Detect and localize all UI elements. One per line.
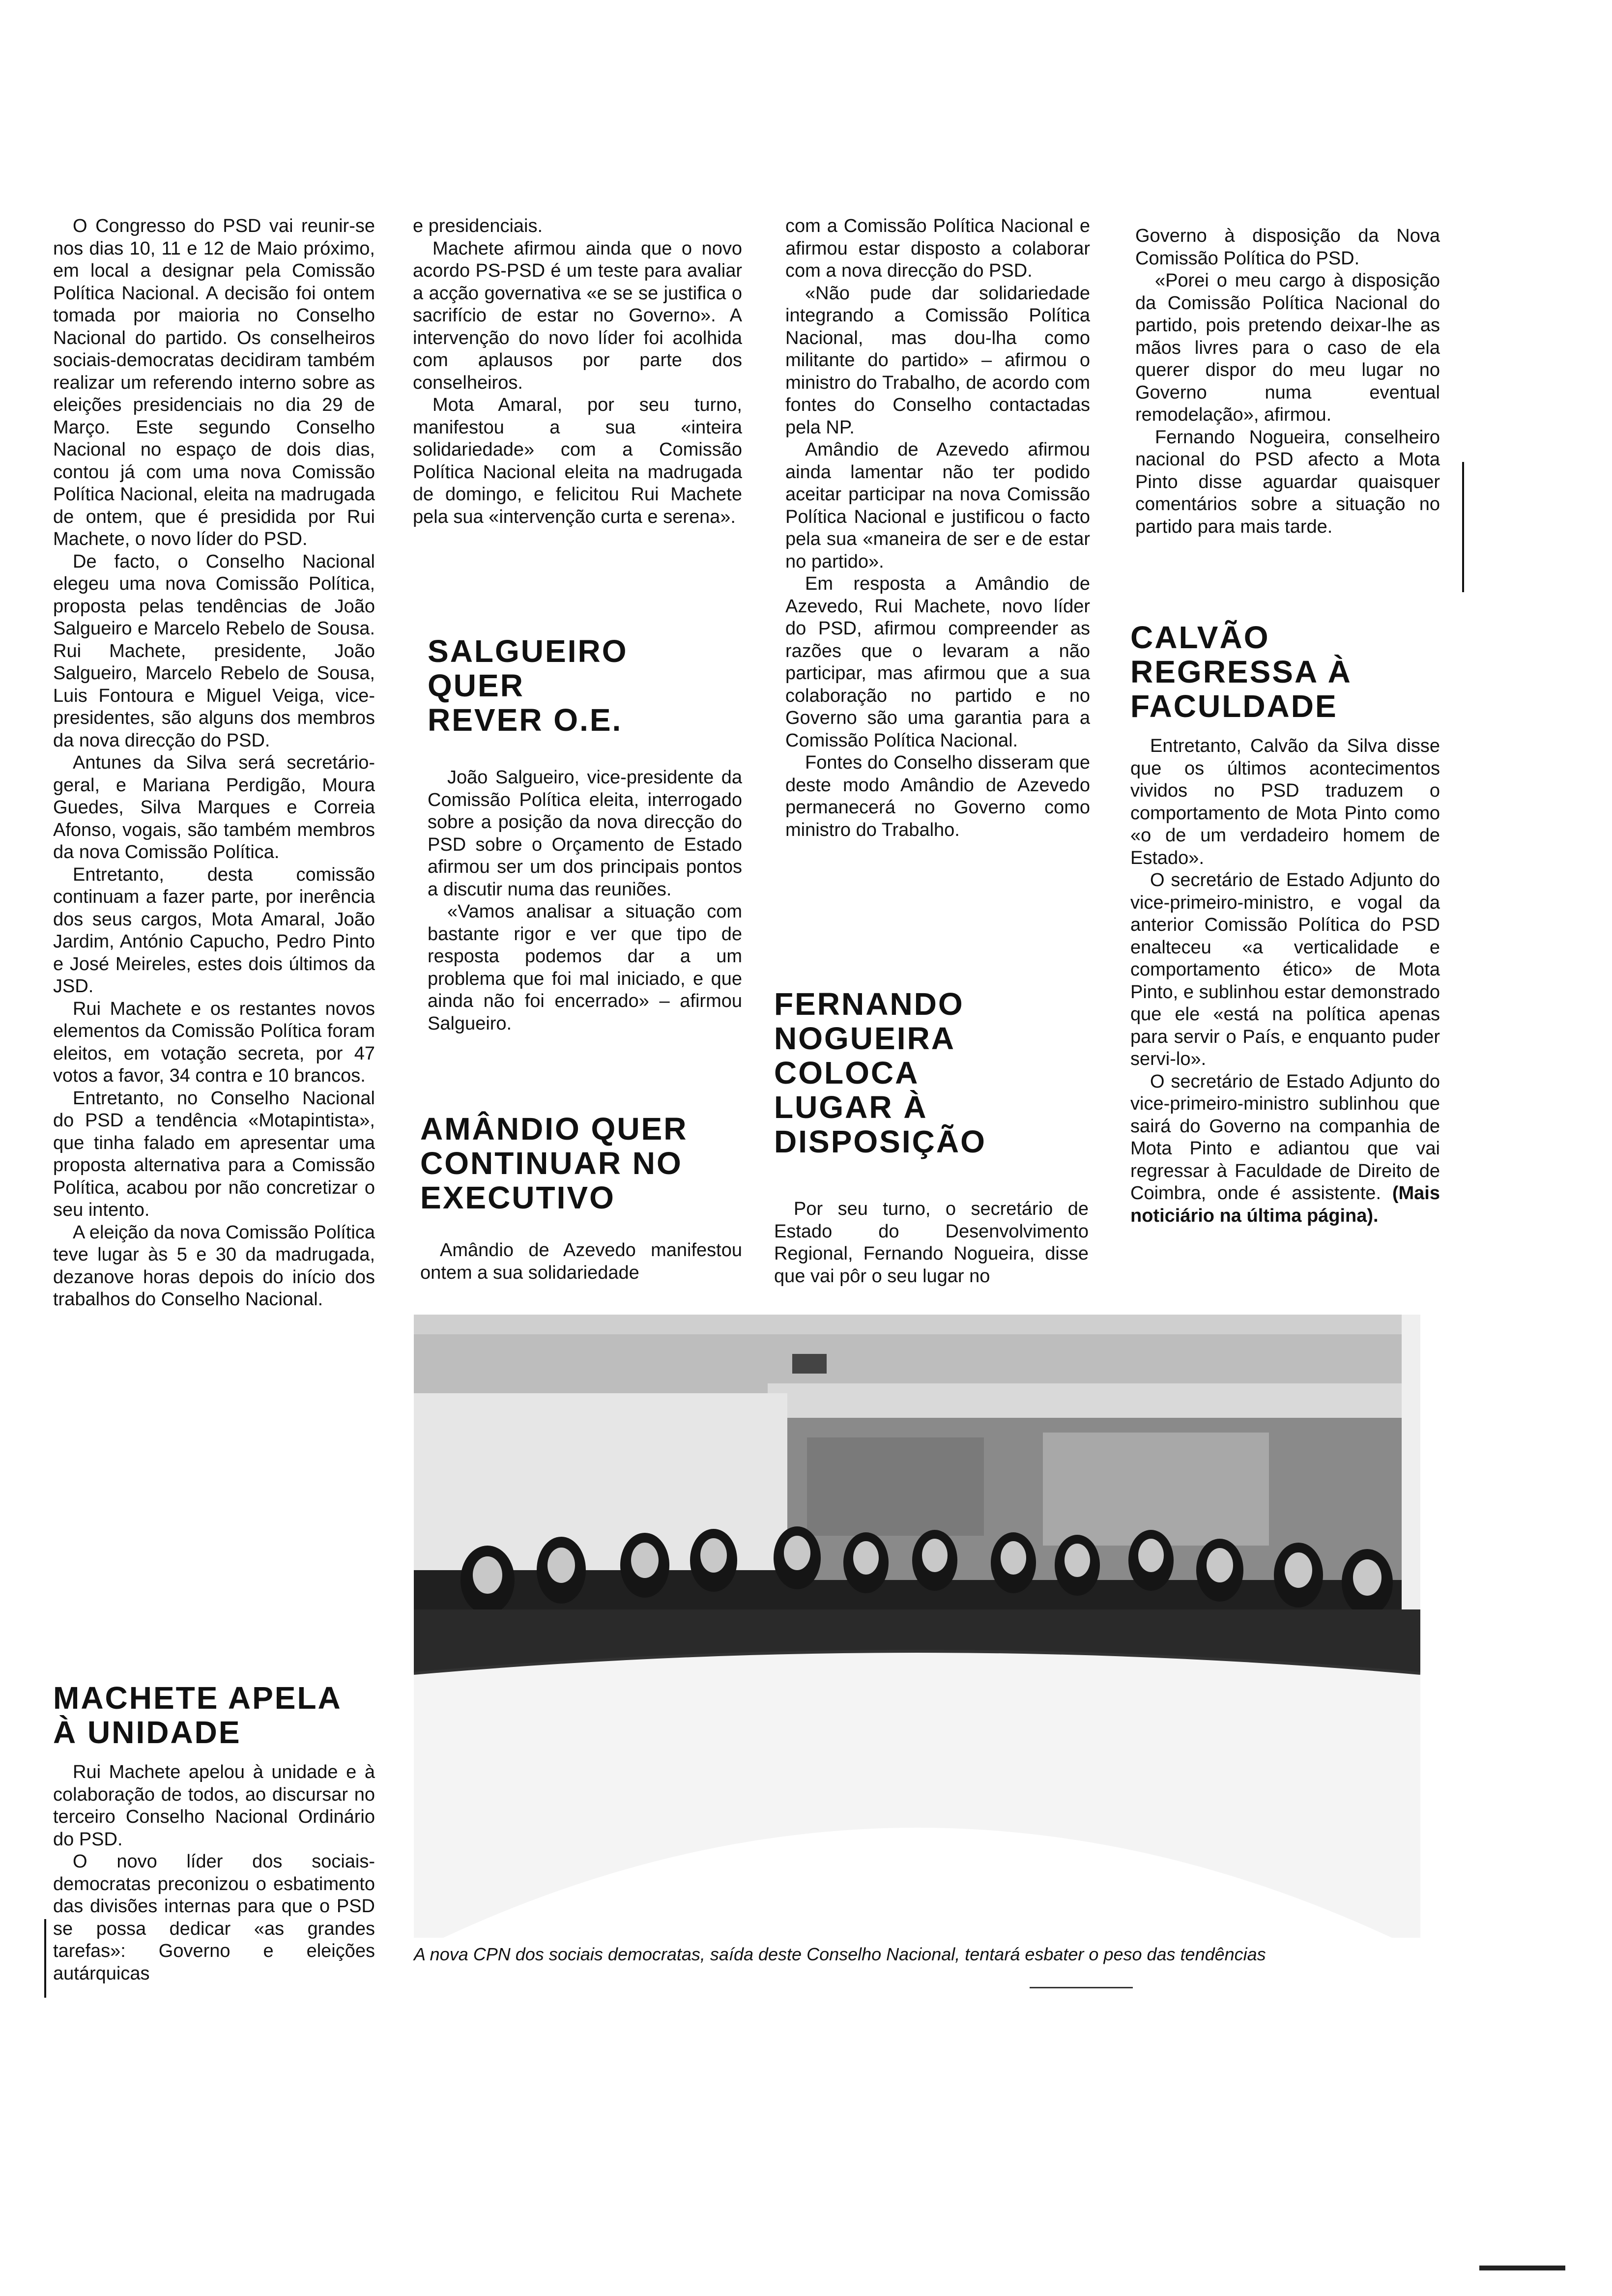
- paragraph: Amândio de Azevedo manifestou ontem a sua solidariedade: [420, 1240, 742, 1283]
- paragraph: Machete afirmou ainda que o novo acordo PS-PSD é um teste para avaliar a acção governativa «e se se justifica o sacrifício de estar no Governo». A intervenção do novo líder foi acolhida com aplausos por parte dos conselheiros.: [413, 238, 742, 393]
- paragraph: O secretário de Estado Adjunto do vice-primeiro-ministro, e vogal da anterior Comissão Política do PSD enalteceu «a verticalidade e comportamento ético» de Mota Pinto, e sublinhou estar demonstrado que ele «está na política apenas para servir o País, e enquanto puder servi-lo».: [1130, 870, 1440, 1069]
- paragraph: «Vamos analisar a situação com bastante rigor e ver que tipo de resposta podemos dar a um problema que foi mal iniciado, e que ainda não foi encerrado» – afirmou Salgueiro.: [428, 901, 742, 1034]
- caption-rule: [1030, 1987, 1133, 1988]
- margin-rule: [44, 1919, 46, 1998]
- photo-illustration: [414, 1315, 1420, 1938]
- paragraph: Rui Machete e os restantes novos elementos da Comissão Política foram eleitos, em votação secreta, por 47 votos a favor, 34 contra e 10 brancos.: [53, 998, 375, 1086]
- paragraph: «Não pude dar solidariedade integrando a Comissão Política Nacional, mas dou-lha como militante do partido» – afirmou o ministro do Trabalho, de acordo com fontes do Conselho contactadas pela NP.: [785, 283, 1090, 438]
- paragraph: Em resposta a Amândio de Azevedo, Rui Machete, novo líder do PSD, afirmou compreender as razões que o levaram a não participar, mas afirmou que a sua colaboração no partido e no Governo são uma garantia para a Comissão Política Nacional.: [785, 574, 1090, 751]
- paragraph: Rui Machete apelou à unidade e à colaboração de todos, ao discursar no terceiro Conselho Nacional Ordinário do PSD.: [53, 1762, 375, 1850]
- paragraph: Amândio de Azevedo afirmou ainda lamentar não ter podido aceitar participar na nova Comissão Política Nacional e justificou o facto pela sua «maneira de ser e de estar no partido».: [785, 439, 1090, 572]
- section-machete: [53, 1681, 375, 1985]
- paragraph: Fontes do Conselho disseram que deste modo Amândio de Azevedo permanecerá no Governo como ministro do Trabalho.: [785, 752, 1090, 840]
- column-2: [413, 215, 742, 528]
- paragraph: «Porei o meu cargo à disposição da Comissão Política Nacional do partido, pois pretendo deixar-lhe as mãos livres para o caso de ela querer dispor do meu lugar no Governo numa eventual remodelação», afirmou.: [1135, 270, 1440, 425]
- paragraph: De facto, o Conselho Nacional elegeu uma nova Comissão Política, proposta pelas tendências de João Salgueiro e Marcelo Rebelo de Sousa. Rui Machete, presidente, João Salgueiro, Marcelo Rebelo de Sousa, Luis Fontoura e Miguel Veiga, vice-presidentes, são alguns dos membros da nova direcção do PSD.: [53, 551, 375, 751]
- margin-rule: [1462, 462, 1464, 592]
- paragraph: Entretanto, desta comissão continuam a fazer parte, por inerência dos seus cargos, Mota Amaral, João Jardim, António Capucho, Pedro Pinto e José Meireles, estes dois últimos da JSD.: [53, 864, 375, 997]
- paragraph: O Congresso do PSD vai reunir-se nos dias 10, 11 e 12 de Maio próximo, em local a designar pela Comissão Política Nacional. A decisão foi ontem tomada por maioria no Conselho Nacional do partido. Os conselheiros sociais-democratas decidiram também realizar um referendo interno sobre as eleições presidenciais no dia 29 de Março. Este segundo Conselho Nacional no espaço de dois dias, contou já com uma nova Comissão Política Nacional, eleita na madrugada de ontem, que é presidida por Rui Machete, o novo líder do PSD.: [53, 216, 375, 549]
- photo-caption: A nova CPN dos sociais democratas, saída deste Conselho Nacional, tentará esbater o peso das tendências: [414, 1944, 1266, 1964]
- section-calvao: [1130, 620, 1440, 1227]
- page-edge-mark: [1479, 2266, 1565, 2270]
- section-amandio: [420, 1112, 742, 1284]
- paragraph-text: O secretário de Estado Adjunto do vice-primeiro-ministro sublinhou que sairá do Governo na companhia de Mota Pinto e adiantou que vai regressar à Faculdade de Direito de Coimbra, onde é assistente.: [1130, 1071, 1440, 1204]
- headline-amandio: AMÂNDIO QUER CONTINUAR NO EXECUTIVO: [420, 1111, 688, 1215]
- section-salgueiro: [428, 634, 742, 1035]
- paragraph: [1130, 1071, 1440, 1228]
- paragraph: com a Comissão Política Nacional e afirmou estar disposto a colaborar com a nova direcção do PSD.: [785, 216, 1090, 281]
- column-4: [1135, 225, 1440, 538]
- section-nogueira: [774, 987, 1089, 1288]
- column-3: [785, 215, 1090, 841]
- headline-calvao: CALVÃO REGRESSA À FACULDADE: [1130, 620, 1352, 724]
- paragraph: O novo líder dos sociais-democratas preconizou o esbatimento das divisões internas para que o PSD se possa dedicar «as grandes tarefas»: Governo e eleições autárquicas: [53, 1851, 375, 1984]
- paragraph: Fernando Nogueira, conselheiro nacional do PSD afecto a Mota Pinto disse aguardar quaisquer comentários sobre a situação no partido para mais tarde.: [1135, 427, 1440, 537]
- paragraph: Entretanto, no Conselho Nacional do PSD a tendência «Motapintista», que tinha falado em apresentar uma proposta alternativa para a Comissão Política, acabou por não concretizar o seu intento.: [53, 1088, 375, 1220]
- paragraph: Por seu turno, o secretário de Estado do Desenvolvimento Regional, Fernando Nogueira, disse que vai pôr o seu lugar no: [774, 1199, 1089, 1287]
- headline-machete: MACHETE APELA À UNIDADE: [53, 1680, 341, 1750]
- headline-salgueiro: SALGUEIRO QUER REVER O.E.: [428, 633, 628, 738]
- paragraph: Mota Amaral, por seu turno, manifestou a sua «inteira solidariedade» com a Comissão Política Nacional eleita na madrugada de domingo, e felicitou Rui Machete pela sua «intervenção curta e serena».: [413, 395, 742, 527]
- headline-nogueira: FERNANDO NOGUEIRA COLOCA LUGAR À DISPOSIÇÃO: [774, 986, 986, 1159]
- meeting-photo: [414, 1315, 1420, 1938]
- column-1: [53, 215, 375, 1311]
- paragraph: Antunes da Silva será secretário-geral, e Mariana Perdigão, Moura Guedes, Silva Marques e Correia Afonso, vogais, são também membros da nova Comissão Política.: [53, 752, 375, 862]
- paragraph: e presidenciais.: [413, 216, 543, 236]
- paragraph: Entretanto, Calvão da Silva disse que os últimos acontecimentos vividos no PSD traduzem o comportamento de Mota Pinto como «o de um verdadeiro homem de Estado».: [1130, 736, 1440, 868]
- paragraph: Governo à disposição da Nova Comissão Política do PSD.: [1135, 226, 1440, 269]
- continued-note: (Mais noticiário na última página).: [1130, 1183, 1440, 1226]
- paragraph: João Salgueiro, vice-presidente da Comissão Política eleita, interrogado sobre a posição da nova direcção do PSD sobre o Orçamento de Estado afirmou ser um dos principais pontos a discutir numa das reuniões.: [428, 767, 742, 900]
- paragraph: A eleição da nova Comissão Política teve lugar às 5 e 30 da madrugada, dezanove horas depois do início dos trabalhos do Conselho Nacional.: [53, 1222, 375, 1310]
